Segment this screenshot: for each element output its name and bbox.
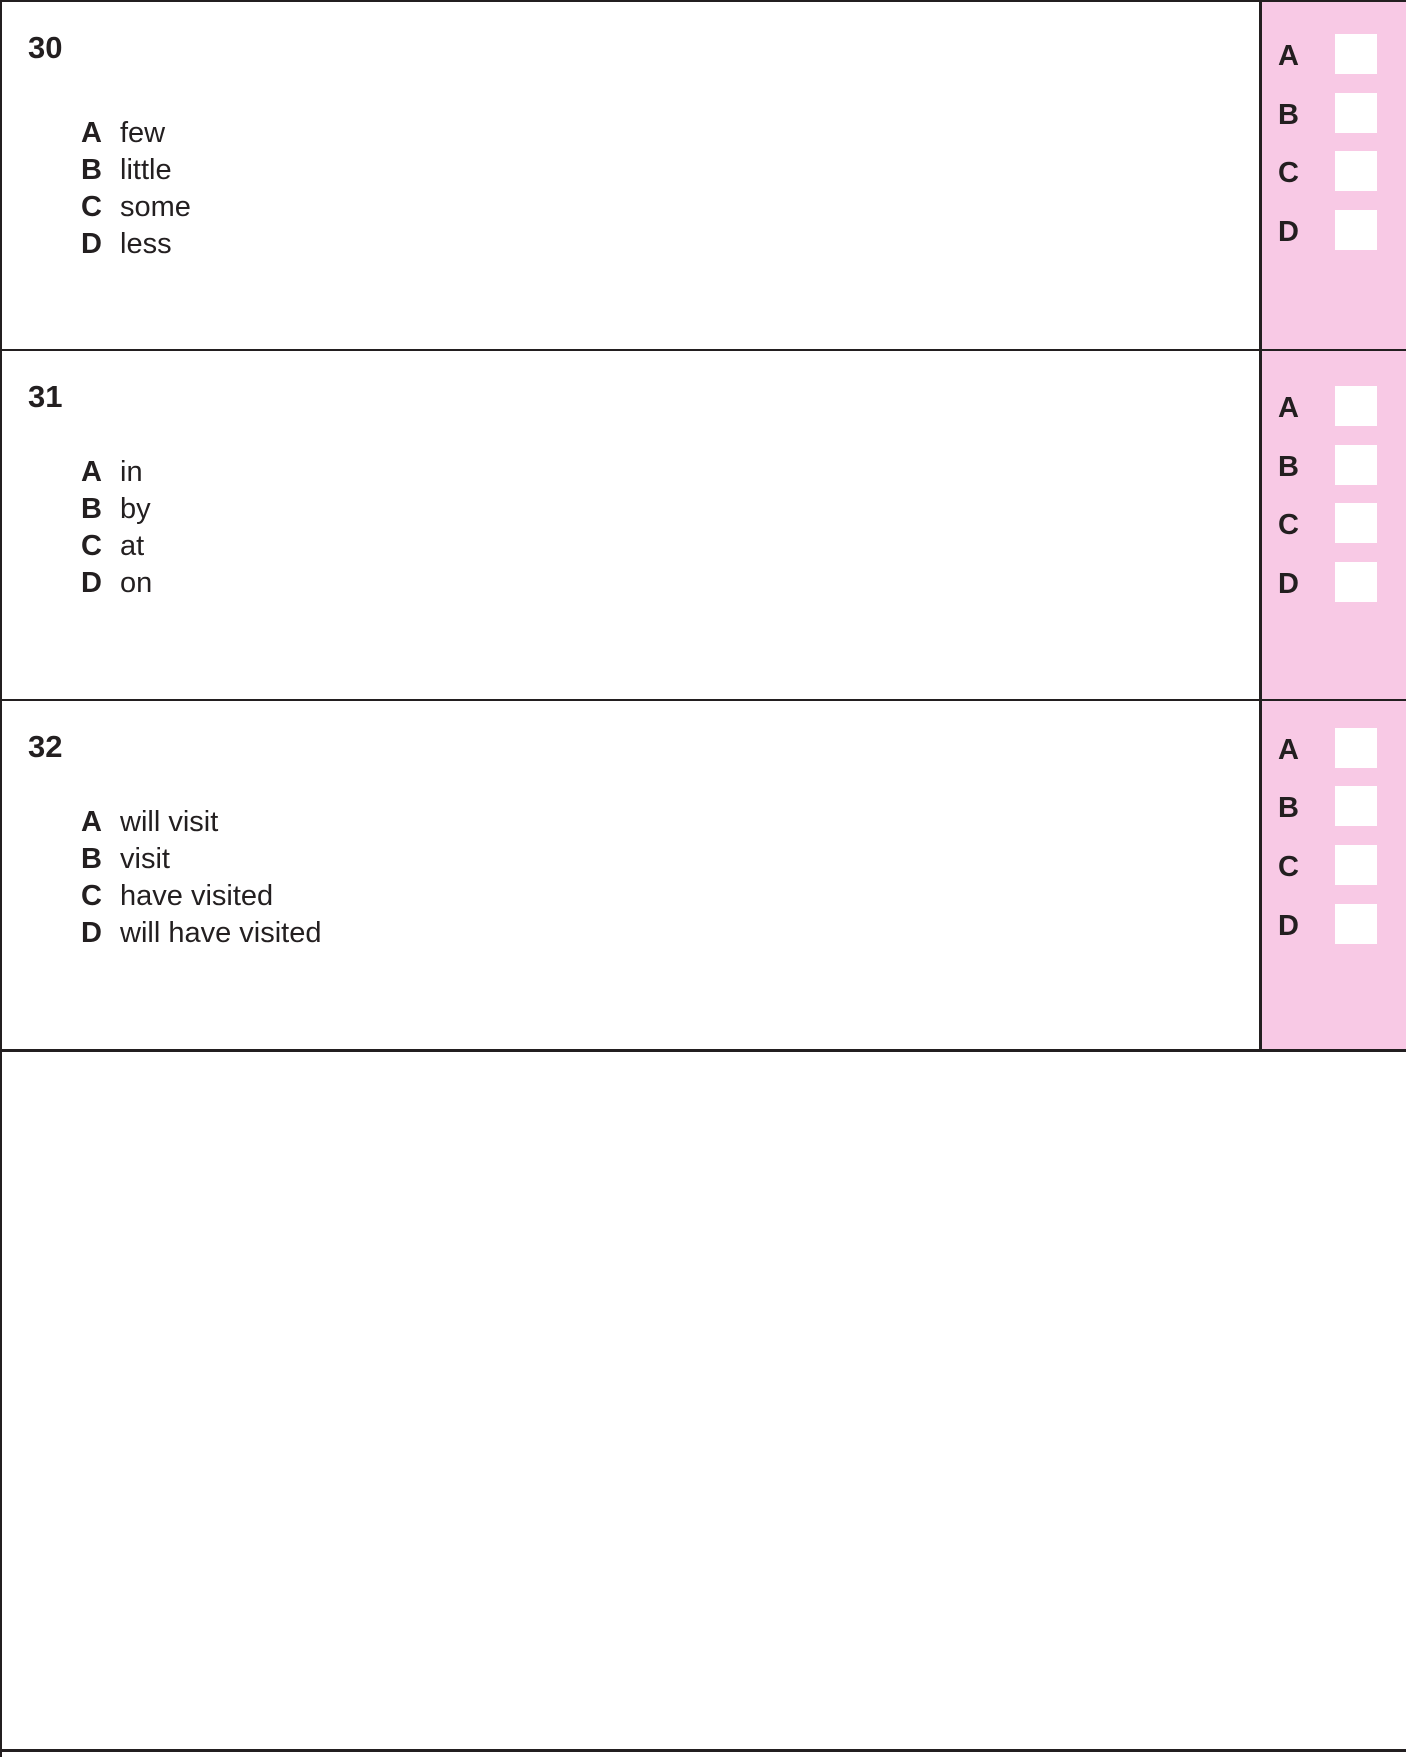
- question-content: [2, 2, 1262, 350]
- answer-panel: [1262, 351, 1406, 699]
- option-d: [81, 226, 191, 263]
- option-letter: A: [81, 806, 102, 838]
- option-d: [81, 565, 152, 602]
- answer-option-c: [1262, 503, 1406, 545]
- answer-letter: A: [1278, 40, 1299, 72]
- option-letter: B: [81, 493, 102, 525]
- question-content: [2, 351, 1262, 699]
- question-number: 30: [28, 30, 63, 65]
- option-text: have visited: [120, 880, 274, 912]
- answer-option-b: [1262, 445, 1406, 487]
- answer-checkbox-b[interactable]: [1335, 786, 1377, 826]
- option-text: few: [120, 117, 166, 149]
- option-d: [81, 915, 321, 952]
- option-letter: C: [81, 530, 102, 562]
- answer-checkbox-b[interactable]: [1335, 93, 1377, 133]
- option-letter: C: [81, 880, 102, 912]
- answer-option-a: [1262, 386, 1406, 428]
- option-a: [81, 804, 321, 841]
- answer-option-c: [1262, 845, 1406, 887]
- answer-checkbox-a[interactable]: [1335, 386, 1377, 426]
- question-number: 32: [28, 729, 63, 764]
- option-letter: C: [81, 191, 102, 223]
- option-c: [81, 189, 191, 226]
- answer-letter: D: [1278, 216, 1299, 248]
- option-text: in: [120, 456, 143, 488]
- answer-checkbox-a[interactable]: [1335, 34, 1377, 74]
- answer-checkbox-a[interactable]: [1335, 728, 1377, 768]
- option-letter: D: [81, 567, 102, 599]
- answer-option-c: [1262, 151, 1406, 193]
- option-letter: D: [81, 228, 102, 260]
- option-b: [81, 152, 191, 189]
- answer-option-d: [1262, 904, 1406, 946]
- option-b: [81, 841, 321, 878]
- option-text: by: [120, 493, 151, 525]
- answer-option-d: [1262, 562, 1406, 604]
- option-text: on: [120, 567, 153, 599]
- answer-letter: D: [1278, 568, 1299, 600]
- answer-checkbox-d[interactable]: [1335, 562, 1377, 602]
- answer-checkbox-d[interactable]: [1335, 904, 1377, 944]
- option-b: [81, 491, 152, 528]
- answer-panel: [1262, 701, 1406, 1049]
- answer-letter: C: [1278, 851, 1299, 883]
- answer-letter: A: [1278, 734, 1299, 766]
- option-text: some: [120, 191, 191, 223]
- option-text: little: [120, 154, 172, 186]
- answer-letter: B: [1278, 451, 1299, 483]
- answer-option-b: [1262, 786, 1406, 828]
- answer-checkbox-b[interactable]: [1335, 445, 1377, 485]
- answer-option-d: [1262, 210, 1406, 252]
- answer-option-b: [1262, 93, 1406, 135]
- option-letter: B: [81, 843, 102, 875]
- option-text: less: [120, 228, 172, 260]
- answer-letter: D: [1278, 910, 1299, 942]
- answer-option-a: [1262, 728, 1406, 770]
- answer-letter: B: [1278, 792, 1299, 824]
- answer-letter: C: [1278, 157, 1299, 189]
- answer-panel: [1262, 2, 1406, 350]
- option-list: [81, 115, 191, 263]
- option-c: [81, 878, 321, 915]
- answer-checkbox-c[interactable]: [1335, 503, 1377, 543]
- option-letter: A: [81, 117, 102, 149]
- option-a: [81, 454, 152, 491]
- answer-letter: B: [1278, 99, 1299, 131]
- option-letter: B: [81, 154, 102, 186]
- option-text: will have visited: [120, 917, 322, 949]
- answer-checkbox-c[interactable]: [1335, 845, 1377, 885]
- option-a: [81, 115, 191, 152]
- answer-checkbox-d[interactable]: [1335, 210, 1377, 250]
- option-list: [81, 454, 152, 602]
- option-list: [81, 804, 321, 952]
- option-c: [81, 528, 152, 565]
- option-text: visit: [120, 843, 170, 875]
- option-text: at: [120, 530, 145, 562]
- option-letter: A: [81, 456, 102, 488]
- question-number: 31: [28, 379, 63, 414]
- answer-checkbox-c[interactable]: [1335, 151, 1377, 191]
- answer-letter: C: [1278, 509, 1299, 541]
- question-31: [2, 349, 1406, 699]
- question-30: [2, 0, 1406, 350]
- option-text: will visit: [120, 806, 219, 838]
- blank-area: [2, 1049, 1406, 1752]
- option-letter: D: [81, 917, 102, 949]
- answer-option-a: [1262, 34, 1406, 76]
- question-32: [2, 699, 1406, 1049]
- answer-letter: A: [1278, 392, 1299, 424]
- question-content: [2, 701, 1262, 1049]
